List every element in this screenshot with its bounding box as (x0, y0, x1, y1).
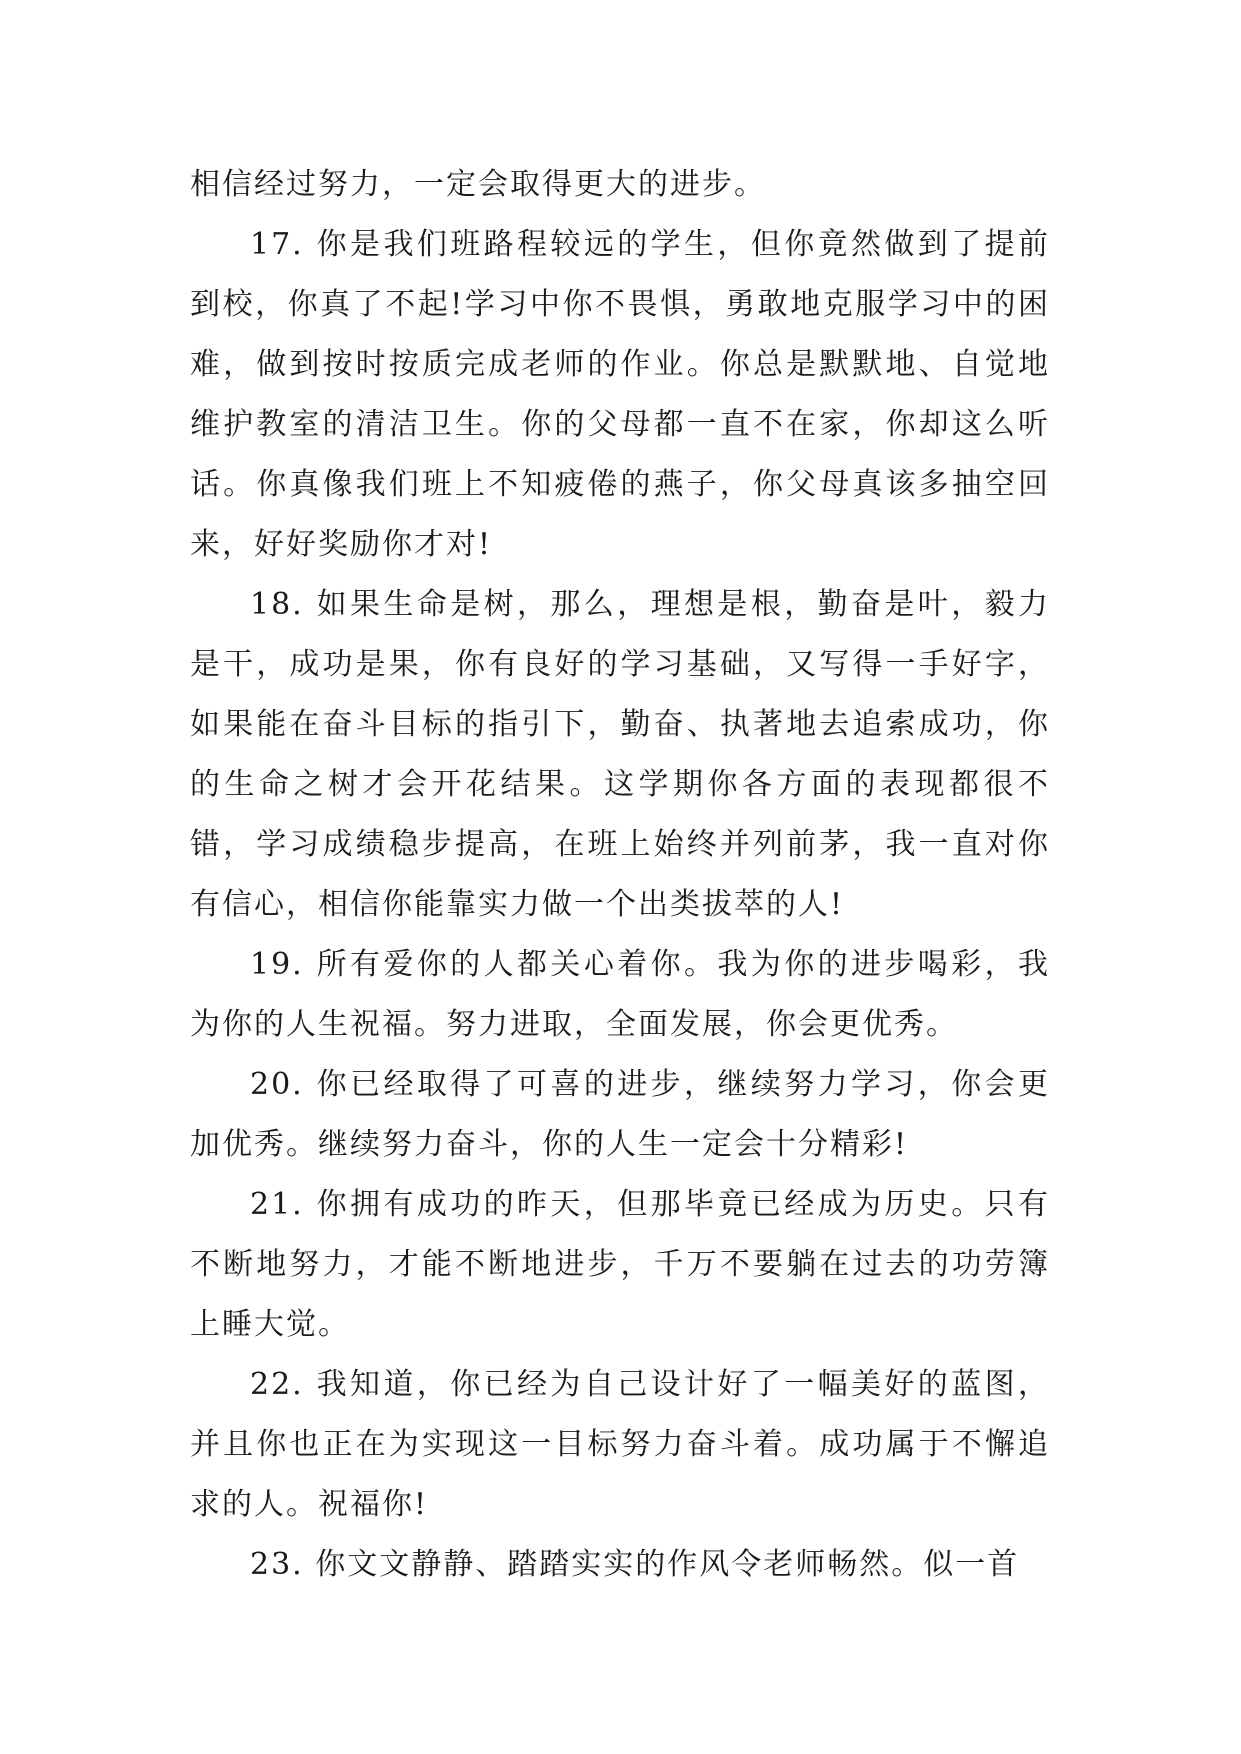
paragraph-item-20: 20. 你已经取得了可喜的进步，继续努力学习，你会更加优秀。继续努力奋斗，你的人生一定会十分精彩! (190, 1067, 1050, 1162)
paragraph-item-17: 17. 你是我们班路程较远的学生，但你竟然做到了提前到校，你真了不起!学习中你不畏惧，勇敢地克服学习中的困难，做到按时按质完成老师的作业。你总是默默地、自觉地维护教室的清洁卫生。你的父母都一直不在家，你却这么听话。你真像我们班上不知疲倦的燕子，你父母真该多抽空回来，好好奖励你才对! (190, 227, 1050, 562)
paragraph-item-22: 22. 我知道，你已经为自己设计好了一幅美好的蓝图，并且你也正在为实现这一目标努力奋斗着。成功属于不懈追求的人。祝福你! (190, 1367, 1050, 1522)
paragraph-item-19: 19. 所有爱你的人都关心着你。我为你的进步喝彩，我为你的人生祝福。努力进取，全面发展，你会更优秀。 (190, 947, 1050, 1042)
paragraph-continuation: 相信经过努力，一定会取得更大的进步。 (190, 167, 766, 202)
paragraph-item-23: 23. 你文文静静、踏踏实实的作风令老师畅然。似一首 (250, 1547, 1020, 1582)
paragraph-item-18: 18. 如果生命是树，那么，理想是根，勤奋是叶，毅力是干，成功是果，你有良好的学习基础，又写得一手好字，如果能在奋斗目标的指引下，勤奋、执著地去追索成功，你的生命之树才会开花结果。这学期你各方面的表现都很不错，学习成绩稳步提高，在班上始终并列前茅，我一直对你有信心，相信你能靠实力做一个出类拔萃的人! (190, 587, 1050, 922)
paragraph-item-21: 21. 你拥有成功的昨天，但那毕竟已经成为历史。只有不断地努力，才能不断地进步，千万不要躺在过去的功劳簿上睡大觉。 (190, 1187, 1050, 1342)
document-body (190, 155, 1050, 1595)
